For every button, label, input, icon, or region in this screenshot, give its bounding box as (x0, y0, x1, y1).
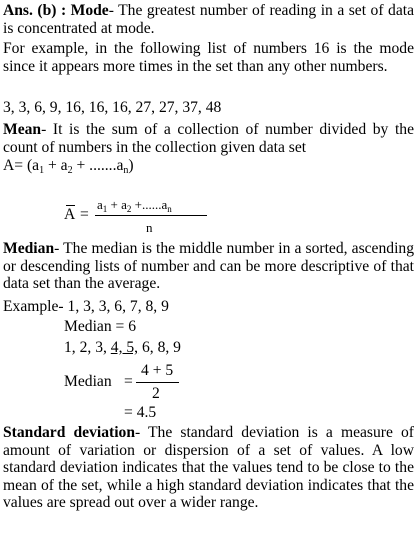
standard-deviation-definition: - The standard deviation is a measure of amount of variation or dispersion of a set of values. A low standard deviation indicates that the values tend to be close to the mean of the set, while a high standard deviation indicates that the values are spread out over a wider range. (3, 424, 414, 511)
middle-values-underlined: 4, 5, (110, 339, 139, 356)
median-fraction-bar (136, 382, 179, 383)
mode-paragraph (3, 2, 414, 37)
mode-number-list: 3, 3, 6, 9, 16, 16, 16, 27, 27, 37, 48 (3, 99, 222, 116)
mean-formula-numerator: $a_1 + a_2 +......a_n$ (97, 197, 172, 214)
mode-definition: - The greatest number of reading in a set of data is concentrated at mode. (3, 2, 414, 37)
median-result-1: Median = 6 (64, 318, 137, 335)
mean-fraction-bar (95, 215, 207, 216)
median-definition: - The median is the middle number in a sorted, ascending or descending lists of number and can be more descriptive of that data set than the average. (3, 240, 414, 292)
median-example-2: 1, 2, 3, 4, 5, 6, 8, 9 (64, 339, 181, 356)
median-result-2: = 4.5 (124, 404, 157, 421)
mean-formula-lhs: A (64, 206, 76, 223)
mean-data-set: $A= (a_1 + a_2 + .......a_n)$ (3, 157, 134, 176)
median-example-1: Example- 1, 3, 3, 6, 7, 8, 9 (3, 298, 169, 315)
mean-definition: - It is the sum of a collection of number divided by the count of numbers in the collection given data set (3, 121, 414, 156)
median-fraction-denominator: 2 (152, 385, 160, 402)
mean-paragraph (3, 121, 414, 156)
answer-label: Ans. (b) : Mode (3, 2, 109, 19)
median-fraction-numerator: 4 + 5 (141, 362, 174, 379)
mean-bar-overline (66, 205, 75, 206)
standard-deviation-term: Standard deviation (3, 424, 136, 441)
mode-example-paragraph: For example, in the following list of numbers 16 is the mode since it appears more times in the set than any other numbers. (3, 40, 414, 75)
mean-term: Mean (3, 121, 42, 138)
median-paragraph (3, 240, 414, 293)
mean-formula-equals: = (80, 206, 89, 223)
mean-formula-denominator: n (146, 220, 153, 235)
median-term: Median (3, 240, 55, 257)
median-equals-2: = (124, 373, 133, 390)
standard-deviation-paragraph (3, 424, 414, 512)
median-label-2: Median (64, 373, 112, 390)
